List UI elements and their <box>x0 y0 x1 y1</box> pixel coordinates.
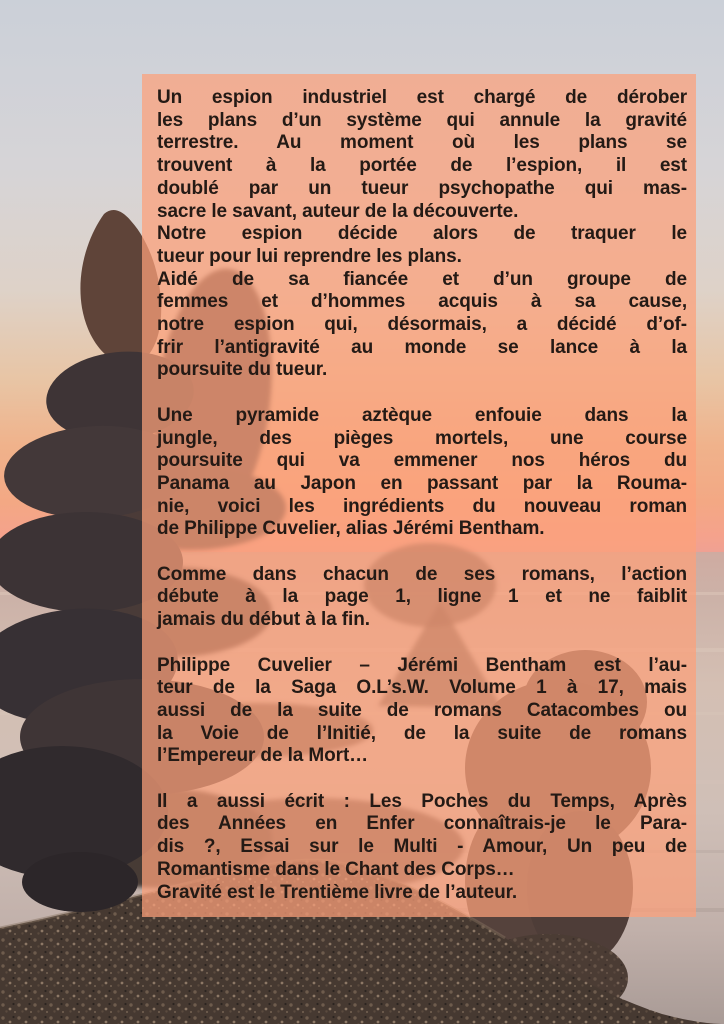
paragraph <box>157 269 687 383</box>
text-line: Aidé de sa fiancée et d’un groupe de <box>157 268 687 290</box>
paragraph <box>157 655 687 769</box>
text-line: Notre espion décide alors de traquer le <box>157 223 687 245</box>
text-line: sacre le savant, auteur de la découverte. <box>157 200 519 222</box>
text-line: Philippe Cuvelier – Jérémi Bentham est l’au- <box>157 654 687 676</box>
text-line: l’Empereur de la Mort… <box>157 745 369 767</box>
text-line: les plans d’un système qui annule la gravité <box>157 109 687 131</box>
text-line: frir l’antigravité au monde se lance à la <box>157 336 687 358</box>
text-line: poursuite qui va emmener nos héros du <box>157 450 687 472</box>
text-line: Une pyramide aztèque enfouie dans la <box>157 404 687 426</box>
text-line: femmes et d’hommes acquis à sa cause, <box>157 291 687 313</box>
text-line: tueur pour lui reprendre les plans. <box>157 245 462 267</box>
text-line: doublé par un tueur psychopathe qui mas- <box>157 177 687 199</box>
text-line: Romantisme dans le Chant des Corps… <box>157 858 515 880</box>
text-line: des Années en Enfer connaîtrais-je le Para- <box>157 813 687 835</box>
text-line: débute à la page 1, ligne 1 et ne faiblit <box>157 586 687 608</box>
paragraph <box>157 791 687 882</box>
text-line: nie, voici les ingrédients du nouveau roman <box>157 495 687 517</box>
text-line: Gravité est le Trentième livre de l’auteur. <box>157 881 518 903</box>
synopsis-text <box>157 87 687 904</box>
text-line: aussi de la suite de romans Catacombes ou <box>157 699 687 721</box>
text-line: dis ?, Essai sur le Multi - Amour, Un peu de <box>157 836 687 858</box>
text-line: notre espion qui, désormais, a décidé d’of- <box>157 314 687 336</box>
paragraph <box>157 223 687 268</box>
text-line: Panama au Japon en passant par la Rouma- <box>157 472 687 494</box>
text-line: de Philippe Cuvelier, alias Jérémi Bentham. <box>157 518 545 540</box>
text-line: jungle, des pièges mortels, une course <box>157 427 687 449</box>
text-line: terrestre. Au moment où les plans se <box>157 132 687 154</box>
text-line: teur de la Saga O.L’s.W. Volume 1 à 17, mais <box>157 677 687 699</box>
synopsis-overlay <box>142 74 696 917</box>
text-line: trouvent à la portée de l’espion, il est <box>157 155 687 177</box>
paragraph <box>157 564 687 632</box>
text-line: Un espion industriel est chargé de dérober <box>157 87 687 108</box>
text-line: Comme dans chacun de ses romans, l’action <box>157 563 687 585</box>
paragraph <box>157 87 687 223</box>
paragraph <box>157 882 687 905</box>
paragraph <box>157 405 687 541</box>
text-line: poursuite du tueur. <box>157 359 328 381</box>
text-line: la Voie de l’Initié, de la suite de romans <box>157 722 687 744</box>
text-line: jamais du début à la fin. <box>157 609 370 631</box>
text-line: Il a aussi écrit : Les Poches du Temps, Après <box>157 790 687 812</box>
